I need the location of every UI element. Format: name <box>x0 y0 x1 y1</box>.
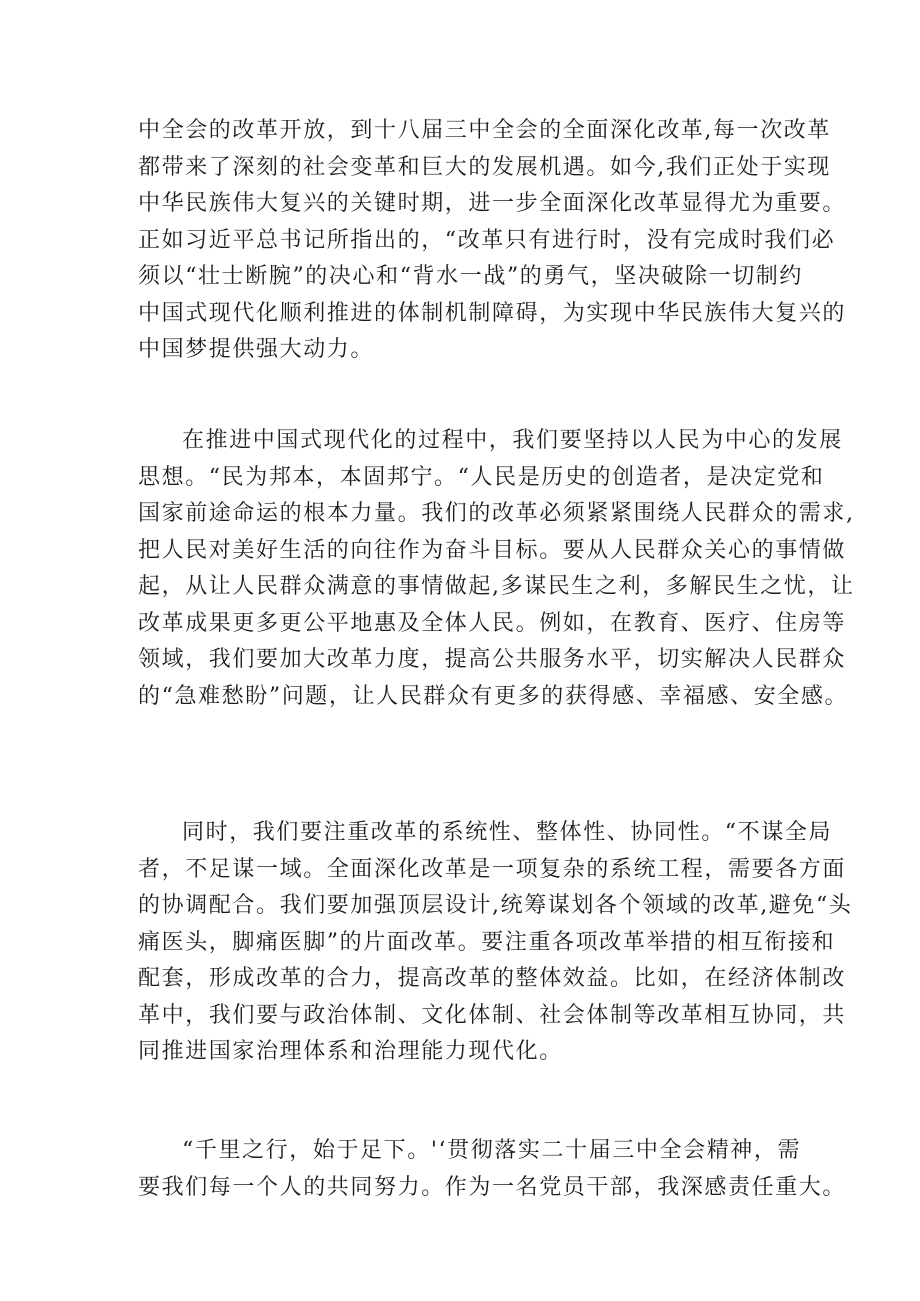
text-line: 要我们每一个人的共同努力。作为一名党员干部，我深感责任重大。 <box>138 1174 847 1200</box>
text-line: 把人民对美好生活的向往作为奋斗目标。要从人民群众关心的事情做 <box>138 537 847 563</box>
text-line: 起，从让人民群众满意的事情做起,多谋民生之利，多解民生之忧，让 <box>138 574 855 599</box>
text-line: 痛医头，脚痛医脚”的片面改革。要注重各项改革举措的相互衔接和 <box>138 929 836 955</box>
text-line: 同推进国家治理体系和治理能力现代化。 <box>138 1039 563 1064</box>
text-line: 在推进中国式现代化的过程中，我们要坚持以人民为中心的发展 <box>182 428 843 453</box>
text-line: 中全会的改革开放，到十八届三中全会的全面深化改革,每一次改革 <box>138 118 831 143</box>
text-line: 正如习近平总书记所指出的，“改革只有进行时，没有完成时我们必 <box>138 227 836 253</box>
text-line: 的“急难愁盼”问题，让人民群众有更多的获得感、幸福感、安全感。 <box>138 683 849 709</box>
text-line: 的协调配合。我们要加强顶层设计,统筹谋划各个领域的改革,避免“头 <box>138 893 853 918</box>
text-line: 都带来了深刻的社会变革和巨大的发展机遇。如今,我们正处于实现 <box>138 154 831 180</box>
text-line: 革中，我们要与政治体制、文化体制、社会体制等改革相互协同，共 <box>138 1002 847 1028</box>
text-line: 国家前途命运的根本力量。我们的改革必须紧紧围绕人民群众的需求, <box>138 501 855 526</box>
paragraph-4 <box>138 1133 847 1206</box>
text-line: 配套，形成改革的合力，提高改革的整体效益。比如，在经济体制改 <box>138 966 847 991</box>
text-line: 须以“壮士断腕”的决心和“背水一战”的勇气，坚决破除一切制约 <box>138 264 803 289</box>
text-line: 中华民族伟大复兴的关键时期，进一步全面深化改革显得尤为重要。 <box>138 191 847 216</box>
text-line: 领域，我们要加大改革力度，提高公共服务水平，切实解决人民群众 <box>138 647 847 672</box>
paragraph-2 <box>138 423 855 715</box>
text-line: 改革成果更多更公平地惠及全体人民。例如，在教育、医疗、住房等 <box>138 610 847 636</box>
text-line: 同时，我们要注重改革的系统性、整体性、协同性。“不谋全局 <box>182 820 833 845</box>
text-line: 者，不足谋一域。全面深化改革是一项复杂的系统工程，需要各方面 <box>138 856 847 882</box>
text-line: 思想。“民为邦本，本固邦宁。“人民是历史的创造者，是决定党和 <box>138 464 825 490</box>
text-line: 中国梦提供强大动力。 <box>138 337 375 362</box>
paragraph-3 <box>138 815 853 1071</box>
paragraph-1 <box>138 113 847 369</box>
text-line: “千里之行，始于足下。'‘贯彻落实二十届三中全会精神，需 <box>182 1138 802 1163</box>
text-line: 中国式现代化顺利推进的体制机制障碍，为实现中华民族伟大复兴的 <box>138 300 847 326</box>
